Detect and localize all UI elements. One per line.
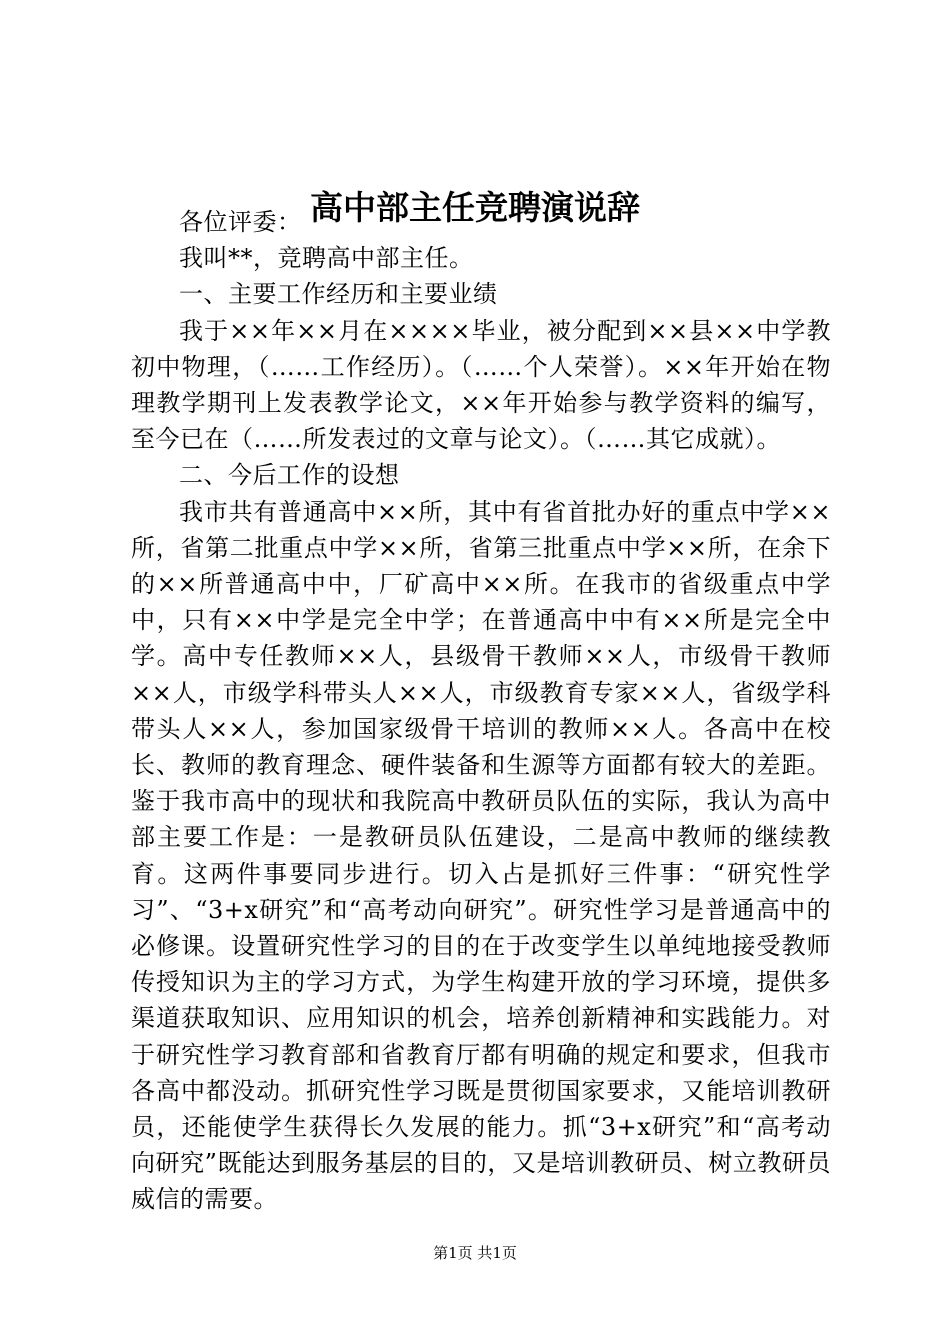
experience-paragraph: 我于××年××月在××××毕业，被分配到××县××中学教初中物理，（……工作经历）。（……个人荣誉）。××年开始在物理教学期刊上发表教学论文，××年开始参与教学资料的编写，至今已在（……所发表过的文章与论文）。（……其它成就）。 (131, 316, 831, 454)
plans-paragraph: 我市共有普通高中××所，其中有省首批办好的重点中学××所，省第二批重点中学××所，省第三批重点中学××所，在余下的××所普通高中中，厂矿高中××所。在我市的省级重点中学中，只有××中学是完全中学；在普通高中中有××所是完全中学。高中专任教师××人，县级骨干教师××人，市级骨干教师××人，市级学科带头人××人，市级教育专家××人，省级学科带头人××人，参加国家级骨干培训的教师××人。各高中在校长、教师的教育理念、硬件装备和生源等方面都有较大的差距。鉴于我市高中的现状和我院高中教研员队伍的实际，我认为高中部主要工作是：一是教研员队伍建设，二是高中教师的继续教育。这两件事要同步进行。切入占是抓好三件事：“研究性学习”、“3+x研究”和“高考动向研究”。研究性学习是普通高中的必修课。设置研究性学习的目的在于改变学生以单纯地接受教师传授知识为主的学习方式，为学生构建开放的学习环境，提供多渠道获取知识、应用知识的机会，培养创新精神和实践能力。对于研究性学习教育部和省教育厅都有明确的规定和要求，但我市各高中都没动。抓研究性学习既是贯彻国家要求，又能培训教研员，还能使学生获得长久发展的能力。抓“3+x研究”和“高考动向研究”既能达到服务基层的目的，又是培训教研员、树立教研员威信的需要。 (131, 497, 831, 1214)
section-heading-experience: 一、主要工作经历和主要业绩 (179, 280, 498, 309)
document-body (131, 204, 831, 1218)
greeting-paragraph: 各位评委： (179, 208, 302, 236)
document-title: 高中部主任竞聘演说辞 (310, 188, 640, 227)
page-footer: 第1页 共1页 (433, 1244, 517, 1262)
intro-paragraph: 我叫**，竞聘高中部主任。 (179, 244, 474, 273)
section-heading-plans: 二、今后工作的设想 (179, 461, 400, 490)
